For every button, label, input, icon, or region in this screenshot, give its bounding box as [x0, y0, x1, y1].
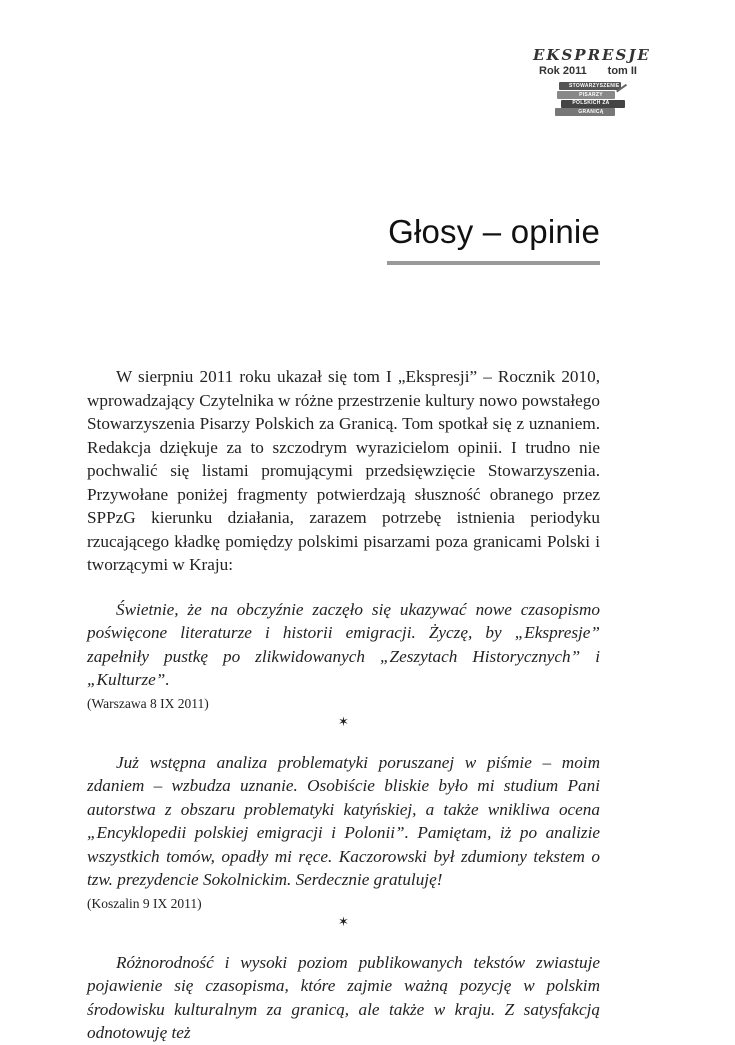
journal-name: EKSPRESJE — [533, 46, 651, 64]
page-title: Głosy – opinie — [388, 213, 600, 250]
section-separator: ✶ — [338, 713, 349, 729]
opinion-quote: Świetnie, że na obczyźnie zaczęło się ukazywać nowe czasopismo poświęcone literaturze i historii emigracji. Życzę, by „Ekspresje” zapełniły pustkę po zlikwidowanych „Zeszytach Historycznych” i „Kulturze”. — [87, 599, 600, 689]
opinion-quote: Już wstępna analiza problematyki poruszanej w piśmie – moim zdaniem – wzbudza uznanie. Osobiście bliskie było mi studium Pani autorstwa z obszaru problematyki katyńskiej, a także wnikliwa ocena „Encyklopedii polskiej emigracji i Polonii”. Pamiętam, iż po analizie wszystkich tomów, opadły mi ręce. Kaczorowski był zdumiony tekstem o tzw. prezydencie Sokolnickim. Serdecznie gratuluję! — [87, 752, 600, 889]
section-separator: ✶ — [338, 913, 349, 929]
journal-logo — [533, 46, 651, 116]
issue-info — [533, 65, 643, 77]
volume-label: tom II — [607, 65, 637, 77]
intro-paragraph: W sierpniu 2011 roku ukazał się tom I „Ekspresji” – Rocznik 2010, wprowadzający Czytelnika w różne przestrzenie kultury nowo powstałego Stowarzyszenia Pisarzy Polskich za Granicą. Tom spotkał się z uznaniem. Redakcja dziękuje za to szczodrym wyrazicielom opinii. I trudno nie pochwalić się listami promującymi przedsięwzięcie Stowarzyszenia. Przywołane poniżej fragmenty potwierdzają słuszność obranego przez SPPzG kierunku działania, zarazem potrzebę istnienia periodyku rzucającego kładkę pomiędzy polskimi pisarzami poza granicami Polski i tworzącymi w Kraju: — [87, 367, 600, 574]
article-body — [87, 365, 600, 1045]
logo-text: STOWARZYSZENIE PISARZY POLSKICH ZA GRANICĄ — [569, 83, 620, 115]
opinion-source: (Koszalin 9 IX 2011) — [87, 895, 202, 911]
opinion-source: (Warszawa 8 IX 2011) — [87, 695, 209, 711]
opinion-quote: Różnorodność i wysoki poziom publikowanych tekstów zwiastuje pojawienie się czasopisma, które zajmie ważną pozycję w polskim środowisku kulturalnym za granicą, ale także w kraju. Z satysfakcją odnotowuję też — [87, 952, 600, 1042]
title-underline — [387, 261, 600, 265]
books-logo-image — [555, 80, 635, 116]
year-label: Rok 2011 — [539, 65, 587, 77]
